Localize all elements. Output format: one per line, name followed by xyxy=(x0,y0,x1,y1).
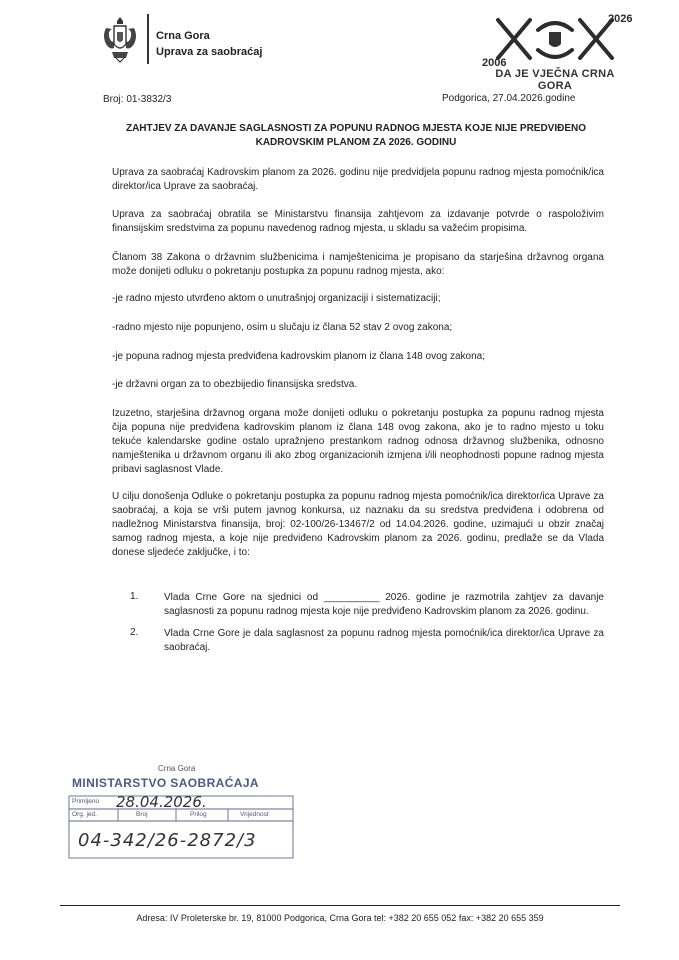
stamp-registration-number: 04-342/26-2872/3 xyxy=(78,830,257,851)
coat-of-arms-icon xyxy=(100,14,140,64)
stamp-number-label: Broj xyxy=(136,811,148,818)
title-line-1: ZAHTJEV ZA DAVANJE SAGLASNOSTI ZA POPUNU RADNOG MJESTA KOJE NIJE PREDVIĐENO xyxy=(125,123,587,134)
paragraph: U cilju donošenja Odluke o pokretanju postupka za popunu radnog mjesta pomoćnik/ica direktor/ica Uprave za saobraćaj, a koja se vrši putem javnog konkursa, uz naznaku da su sredstva predviđena i odobrena od nadležnog Ministarstva finansija, broj: 02-100/26-13467/2 od 14.04.2026. godine, uzimajući u obzir značaj samog radnog mjesta, a koje nije predviđeno Kadrovskim planom za 2026. godinu, predlaže se da Vlada donese sljedeće zaključke, i to: xyxy=(112,491,604,558)
list-item: -je državni organ za to obezbijedio finansijska sredstva. xyxy=(112,379,358,390)
stamp-received-date: 28.04.2026. xyxy=(116,793,207,811)
stamp-attach-label: Prilog xyxy=(190,811,207,818)
stamp-org-label: Org. jed. xyxy=(72,811,97,818)
reference-number: Broj: 01-3832/3 xyxy=(103,94,172,105)
conclusion-text: Vlada Crne Gore je dala saglasnost za popunu radnog mjesta pomoćnik/ica direktor/ica Uprave za saobraćaj. xyxy=(164,628,604,653)
paragraph: Uprava za saobraćaj Kadrovskim planom za 2026. godinu nije predvidjela popunu radnog mjesta pomoćnik/ica direktor/ica Uprave za saobraćaj. xyxy=(112,167,604,192)
header-divider xyxy=(147,14,149,64)
conclusion-number: 2. xyxy=(130,627,139,638)
title-line-2: KADROVSKIM PLANOM ZA 2026. GODINU xyxy=(255,137,457,148)
paragraph: Članom 38 Zakona o državnim službenicima i namještenicima je propisano da starješina državnog organa može donijeti odluku o pokretanju postupka za popunu radnog mjesta, ako: xyxy=(112,252,604,277)
institution-name: Uprava za saobraćaj xyxy=(156,46,263,58)
institution-country: Crna Gora xyxy=(156,30,210,42)
anniversary-slogan: DA JE VJEČNA CRNA GORA xyxy=(495,68,615,92)
list-item: -je popuna radnog mjesta predviđena kadrovskim planom iz člana 148 ovog zakona; xyxy=(112,351,486,362)
stamp-country: Crna Gora xyxy=(158,764,196,773)
list-item: -radno mjesto nije popunjeno, osim u slučaju iz člana 52 stav 2 ovog zakona; xyxy=(112,322,453,333)
stamp-value-label: Vrijednost xyxy=(240,811,269,818)
document-title xyxy=(106,122,606,150)
paragraph: Uprava za saobraćaj obratila se Ministarstvu finansija zahtjevom za izdavanje potvrde o raspoloživim finansijskim sredstvima za popunu navedenog radnog mjesta, u skladu sa važećim propisima. xyxy=(112,209,604,234)
conclusion-number: 1. xyxy=(130,591,139,602)
footer-address: Adresa: IV Proleterske br. 19, 81000 Podgorica, Crna Gora tel: +382 20 655 052 fax: +382 20 655 359 xyxy=(136,913,544,923)
conclusion-text: Vlada Crne Gore na sjednici od __________ 2026. godine je razmotrila zahtjev za davanje saglasnosti za popunu radnog mjesta koje nije predviđeno Kadrovskim planom za 2026. godinu. xyxy=(164,592,604,617)
svg-text:2026: 2026 xyxy=(608,13,633,25)
place-date: Podgorica, 27.04.2026.godine xyxy=(442,93,576,104)
list-item: -je radno mjesto utvrđeno aktom o unutrašnjoj organizaciji i sistematizaciji; xyxy=(112,293,441,304)
stamp-ministry: MINISTARSTVO SAOBRAĆAJA xyxy=(72,776,259,790)
paragraph: Izuzetno, starješina državnog organa može donijeti odluku o pokretanju postupka za popunu radnog mjesta čija popuna nije predviđena kadrovskim planom iz člana 148 ovog zakona, ako je to radno mjesto u toku tekuće kalendarske godine ostalo upražnjeno prestankom radnog odnosa državnog službenika, odnosno namještenika u državnom organu ili ako zbog organizacionih izmjena i/ili neophodnosti popune radnog mjesta pribavi saglasnost Vlade. xyxy=(112,408,604,475)
svg-text:2006: 2006 xyxy=(482,57,507,69)
stamp-received-label: Primljeno xyxy=(72,798,100,805)
footer-divider xyxy=(60,905,620,906)
